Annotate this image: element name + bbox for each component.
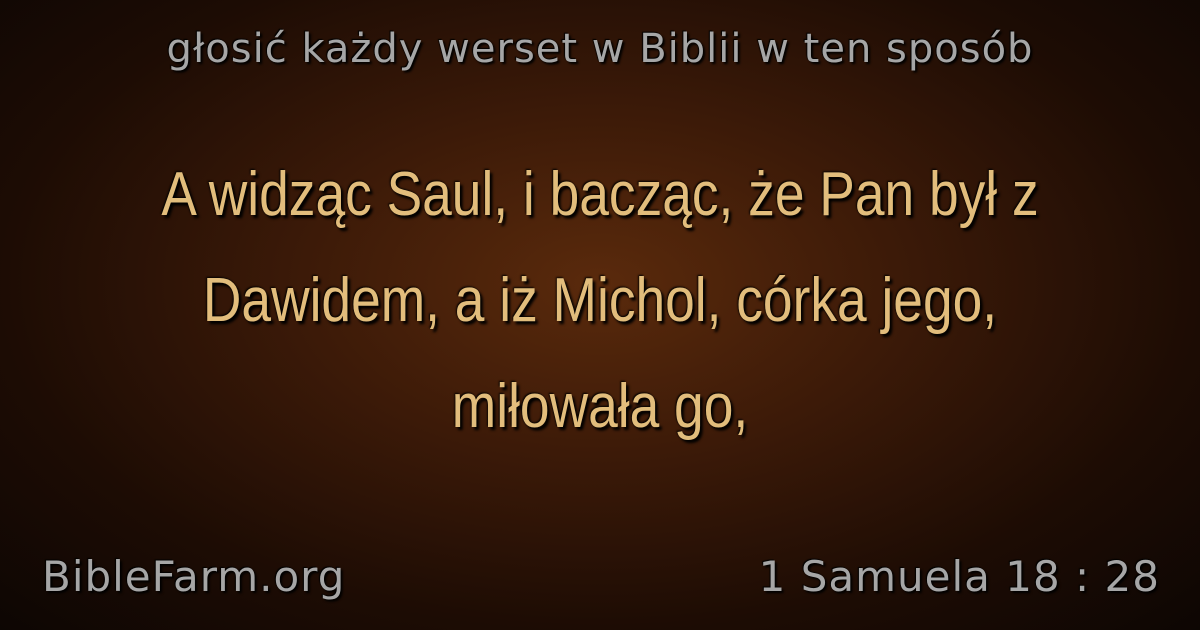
tagline: głosić każdy werset w Biblii w ten sposób xyxy=(166,26,1034,72)
verse-text: A widząc Saul, i bacząc, że Pan był z Dawidem, a iż Michol, córka jego, miłowała go, xyxy=(161,160,1039,441)
site-name: BibleFarm.org xyxy=(42,552,346,601)
verse-reference: 1 Samuela 18 : 28 xyxy=(758,552,1160,601)
